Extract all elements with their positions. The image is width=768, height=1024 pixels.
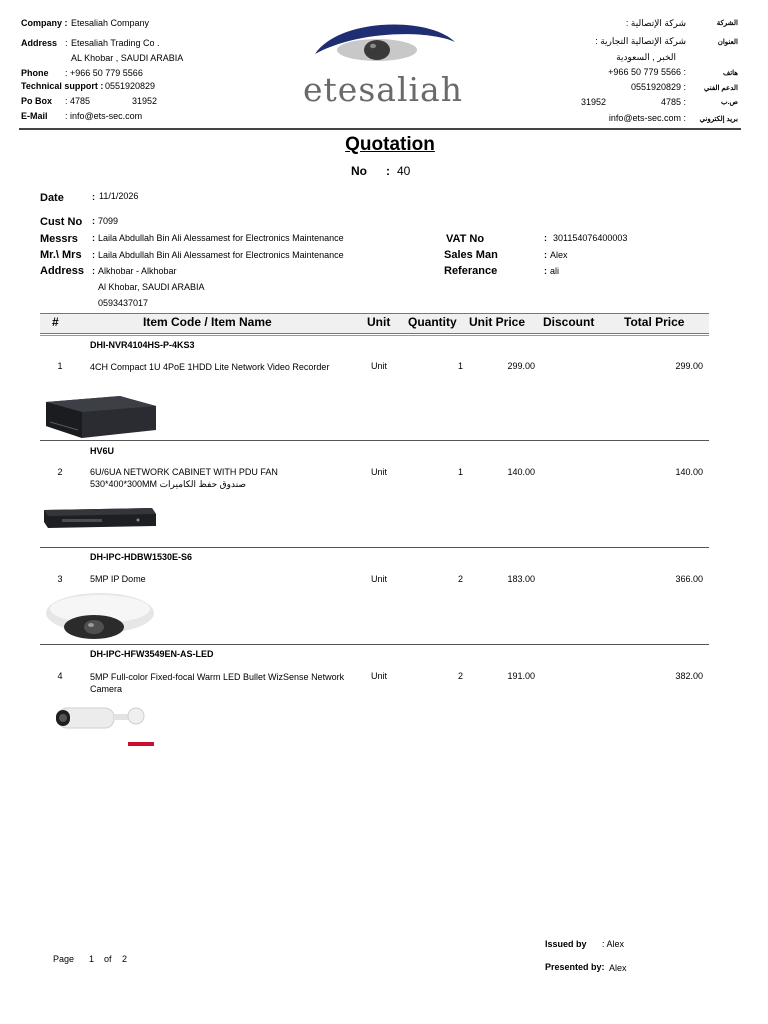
issued-by-value: : Alex [602, 939, 625, 949]
presented-by-label: Presented by: [545, 962, 605, 972]
row2-item-name: 6U/6UA NETWORK CABINET WITH PDU FAN [90, 467, 278, 477]
dome-camera-icon [42, 589, 158, 643]
page-label: Page [53, 954, 75, 964]
ar-support-label: الدعم الفني [703, 85, 738, 92]
row4-number: 4 [57, 671, 63, 681]
row3-item-code: DH-IPC-HDBW1530E-S6 [90, 552, 193, 562]
salesman-label: Sales Man [444, 249, 498, 261]
ar-email-value [609, 113, 686, 123]
document-title: Quotation [345, 134, 435, 155]
ar-email-label: بريد إلكتروني [699, 116, 738, 123]
messrs-colon: : [92, 233, 95, 243]
row4-total-price: 382.00 [675, 671, 703, 681]
pobox-zip: 31952 [132, 96, 158, 106]
phone-label: Phone [21, 68, 49, 78]
presented-by-value: Alex [609, 963, 627, 973]
date-label: Date [40, 192, 64, 204]
vat-colon: : [544, 233, 547, 243]
custno-value: 7099 [98, 216, 119, 226]
ar-address-label: العنوان [717, 39, 738, 46]
company-name: Etesaliah Company [71, 18, 150, 28]
nvr-recorder-icon [42, 386, 158, 440]
email-value: : info@ets-sec.com [65, 111, 143, 121]
page-of-label: of [104, 954, 112, 964]
th-discount: Discount [543, 315, 595, 329]
row2-total-price: 140.00 [675, 467, 703, 477]
vat-value: 301154076400003 [553, 233, 628, 243]
quote-no-label: No [351, 164, 367, 178]
row2-item-code: HV6U [90, 446, 115, 456]
th-item: Item Code / Item Name [143, 315, 272, 329]
row2-product-image [42, 492, 158, 546]
date-colon: : [92, 192, 95, 202]
company-label: Company : [21, 18, 68, 28]
quote-no-value: 40 [397, 164, 411, 178]
row1-item-name: 4CH Compact 1U 4PoE 1HDD Lite Network Video Recorder [90, 362, 330, 372]
row3-quantity: 2 [457, 574, 463, 584]
row4-item-code: DH-IPC-HFW3549EN-AS-LED [90, 649, 214, 659]
reference-colon: : [544, 266, 547, 276]
address-colon: : [65, 38, 68, 48]
messrs-label: Messrs [40, 233, 78, 245]
messrs-value: Laila Abdullah Bin Ali Alessamest for Electronics Maintenance [98, 233, 344, 243]
address-label: Address [21, 38, 58, 48]
company-logo [279, 18, 487, 109]
table-header-underline [40, 335, 709, 336]
header-divider [19, 128, 741, 130]
support-label: Technical support : [21, 81, 104, 91]
ar-phone-label: هاتف [722, 70, 738, 77]
row2-number: 2 [57, 467, 63, 477]
bullet-camera-icon [42, 696, 158, 750]
support-value: 0551920829 [105, 81, 156, 91]
ar-support-value [631, 82, 686, 92]
row2-unit-price: 140.00 [507, 467, 535, 477]
email-label: E-Mail [21, 111, 48, 121]
mr-label: Mr.\ Mrs [40, 249, 82, 261]
address-line2: AL Khobar , SAUDI ARABIA [71, 53, 184, 63]
salesman-value: Alex [550, 250, 568, 260]
address-info-line1: Alkhobar - Alkhobar [98, 266, 177, 276]
ar-company-value: شركة الإتصالية : [625, 18, 686, 28]
row1-item-code: DHI-NVR4104HS-P-4KS3 [90, 340, 195, 350]
address-info-label: Address [40, 265, 85, 277]
address-info-line2: Al Khobar, SAUDI ARABIA [98, 282, 205, 292]
row1-unit: Unit [371, 361, 388, 371]
th-quantity: Quantity [408, 315, 457, 329]
ar-pobox-zip: 31952 [581, 97, 607, 107]
quote-no-colon: : [386, 164, 390, 178]
pobox-label: Po Box [21, 96, 53, 106]
ar-company-label: الشركة [716, 20, 738, 27]
mr-value: Laila Abdullah Bin Ali Alessamest for Electronics Maintenance [98, 250, 344, 260]
ar-support-text: 0551920829 : [630, 82, 686, 92]
row1-product-image [42, 386, 158, 440]
row3-unit-price: 183.00 [507, 574, 535, 584]
row1-total-price: 299.00 [675, 361, 703, 371]
reference-label: Referance [444, 265, 498, 277]
row3-total-price: 366.00 [675, 574, 703, 584]
custno-label: Cust No [40, 216, 83, 228]
custno-colon: : [92, 216, 95, 226]
ar-pobox-label: ص.ب [721, 99, 738, 106]
row3-divider [40, 644, 709, 645]
ar-pobox-text: 4785 : [660, 97, 686, 107]
ar-phone-text: +966 50 779 5566 : [608, 67, 686, 77]
row3-item-name: 5MP IP Dome [90, 574, 146, 584]
address-info-phone: 0593437017 [98, 298, 149, 308]
row4-quantity: 2 [457, 671, 463, 681]
issued-by-label: Issued by [545, 939, 587, 949]
row4-product-image [42, 696, 158, 750]
row3-number: 3 [57, 574, 63, 584]
th-unit-price: Unit Price [469, 315, 526, 329]
row2-quantity: 1 [457, 467, 463, 477]
row4-unit-price: 191.00 [507, 671, 535, 681]
row2-item-name-line2: 530*400*300MM صندوق حفظ الكاميرات [90, 479, 247, 489]
ar-address-line1: شركة الإتصالية التجارية : [595, 36, 686, 46]
salesman-colon: : [544, 250, 547, 260]
th-unit: Unit [367, 315, 391, 329]
page-count: 2 [122, 954, 128, 964]
reference-value: ali [550, 266, 560, 276]
date-value: 11/1/2026 [99, 191, 139, 201]
row2-divider [40, 547, 709, 548]
ar-pobox-value [661, 97, 686, 107]
row1-unit-price: 299.00 [507, 361, 535, 371]
ar-phone-value [608, 67, 686, 77]
row3-unit: Unit [371, 574, 388, 584]
mr-colon: : [92, 250, 95, 260]
th-number: # [52, 315, 59, 329]
ar-address-line2: الخبر , السعودية [616, 52, 676, 62]
address-info-colon: : [92, 266, 95, 276]
row3-product-image [42, 589, 158, 643]
row1-quantity: 1 [457, 361, 463, 371]
ar-email-text: info@ets-sec.com : [608, 113, 686, 123]
row2-unit: Unit [371, 467, 388, 477]
page-number: 1 [89, 954, 95, 964]
row1-divider [40, 440, 709, 441]
phone-value: : +966 50 779 5566 [65, 68, 143, 78]
network-cabinet-icon [42, 492, 158, 546]
address-line1: Etesaliah Trading Co . [71, 38, 160, 48]
pobox-value: : 4785 [65, 96, 91, 106]
row4-unit: Unit [371, 671, 388, 681]
row1-number: 1 [57, 361, 63, 371]
row4-item-name: 5MP Full-color Fixed-focal Warm LED Bullet WizSense Network Camera [90, 672, 345, 694]
th-total-price: Total Price [624, 315, 685, 329]
logo-wordmark: etesaliah [303, 70, 463, 109]
vat-label: VAT No [446, 233, 485, 245]
